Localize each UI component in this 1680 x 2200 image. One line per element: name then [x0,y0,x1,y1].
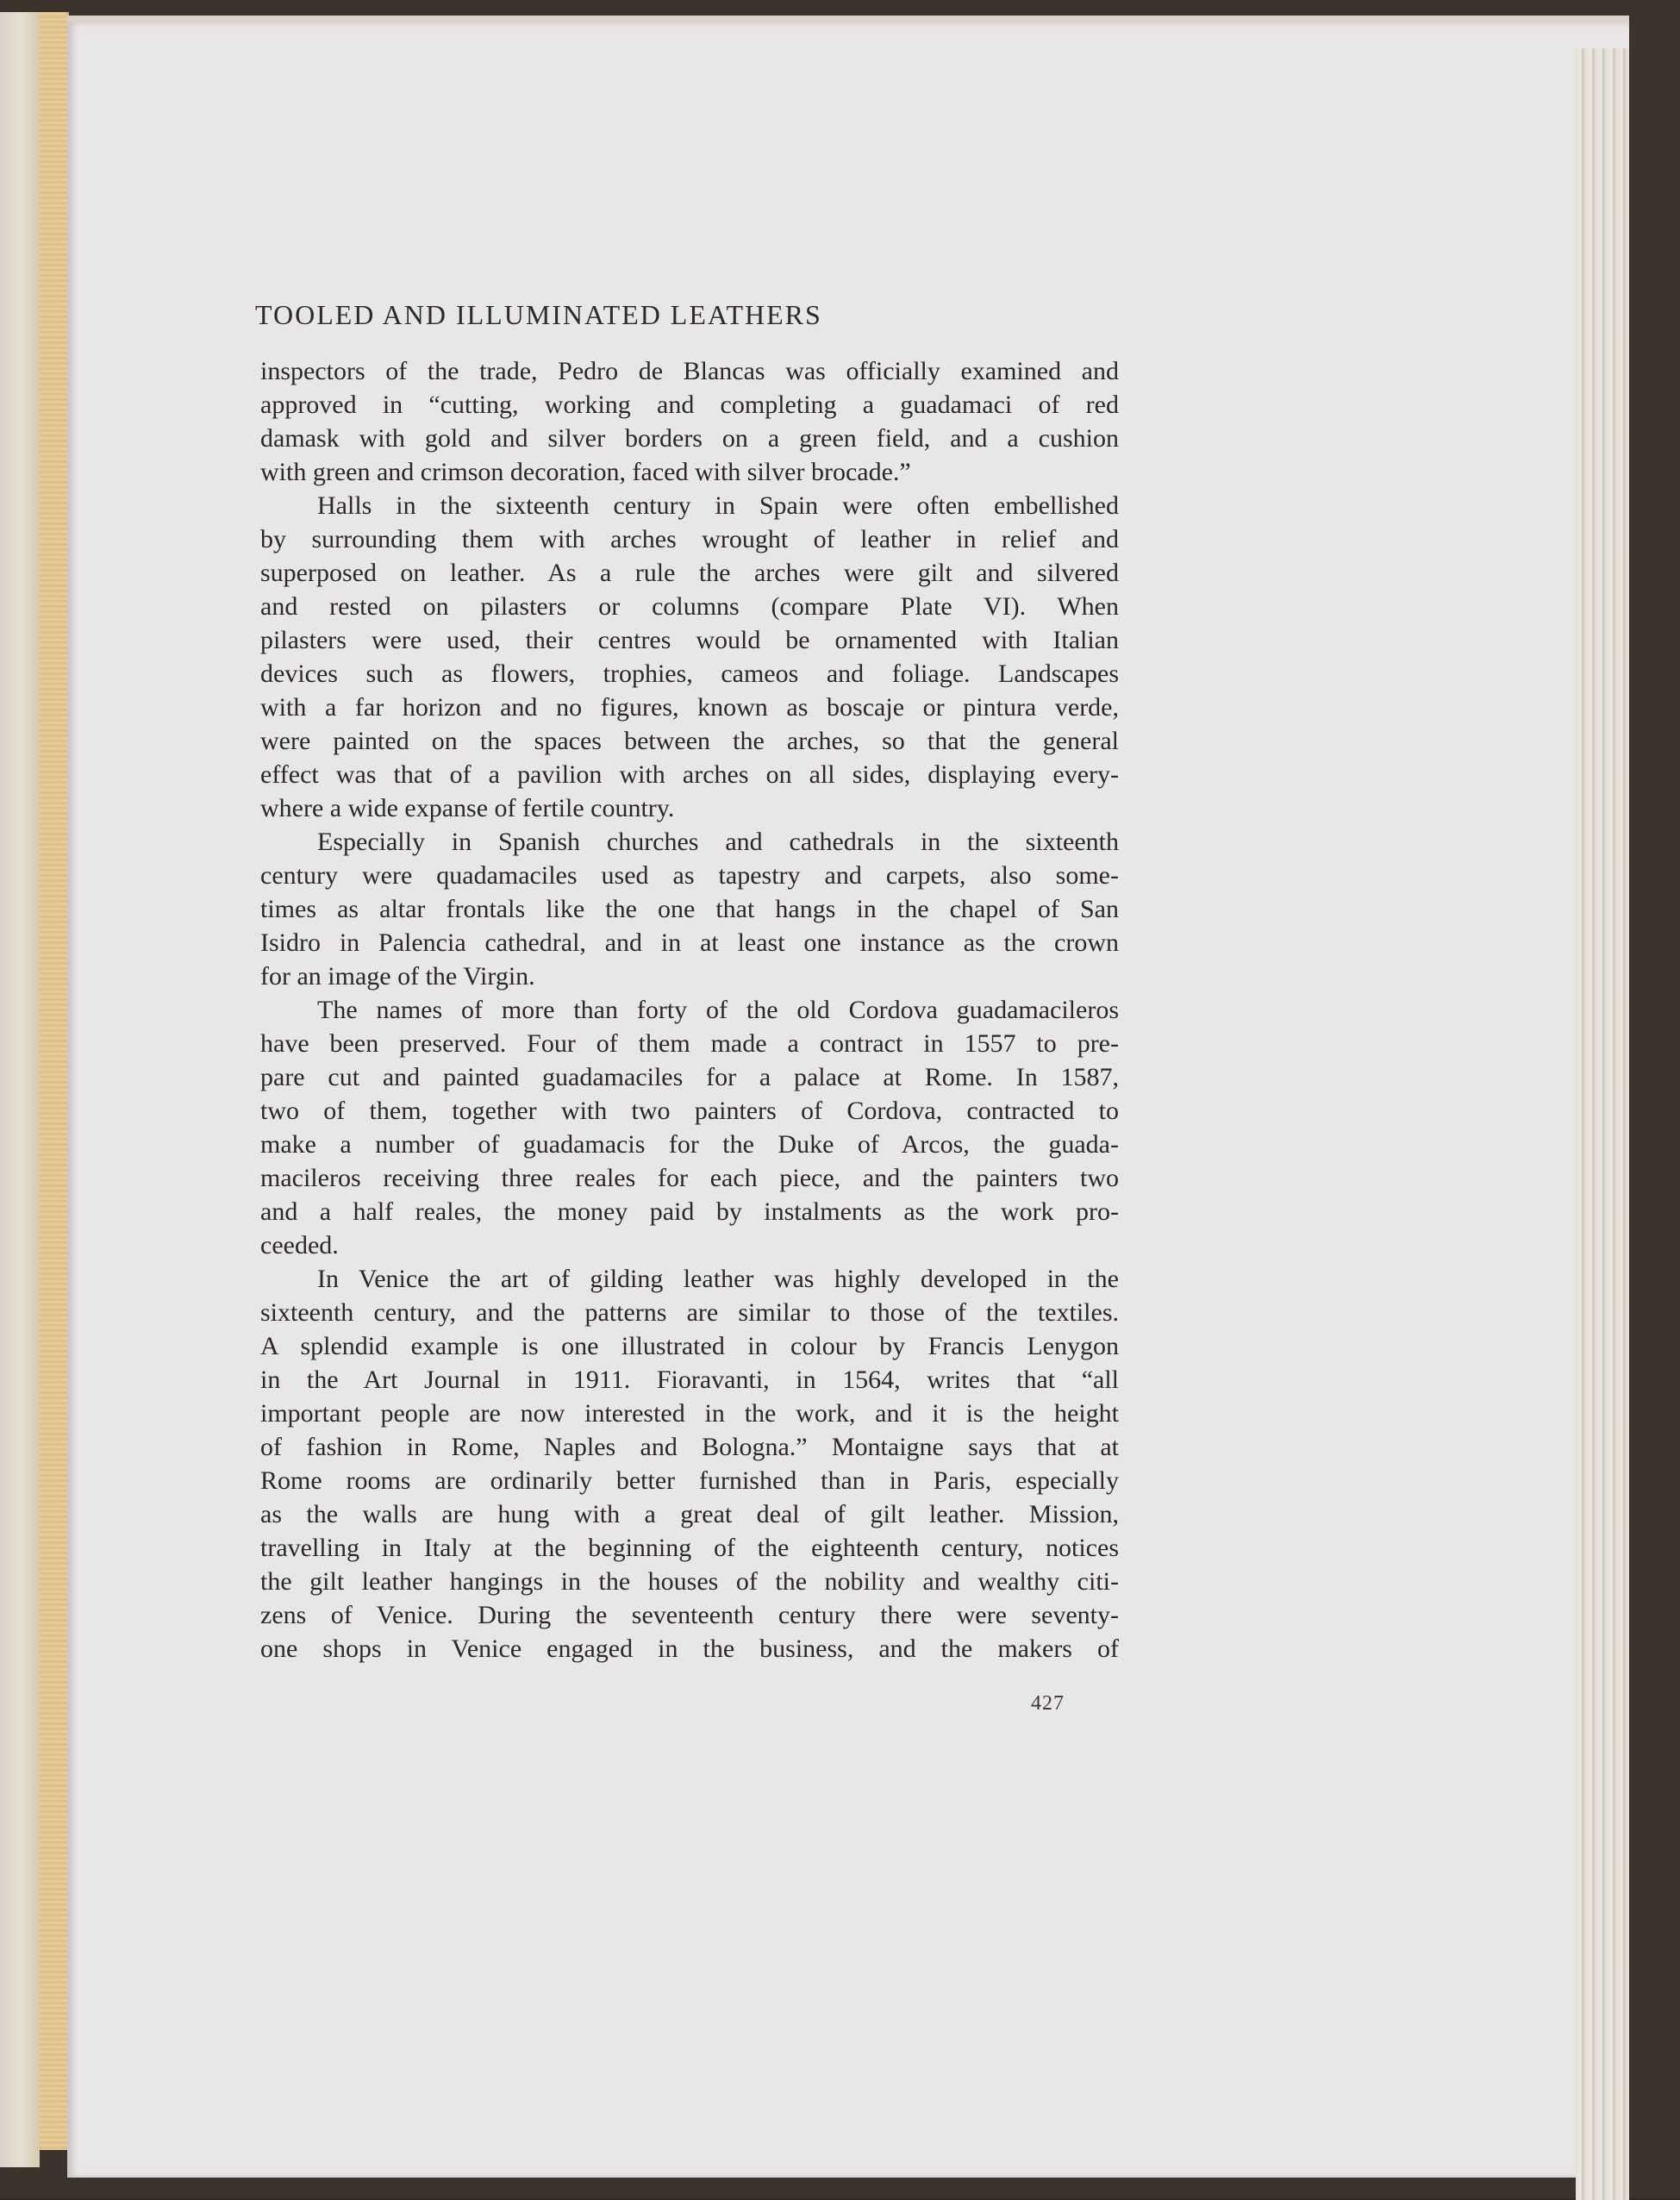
text-line: and a half reales, the money paid by instalments as the work pro- [260,1197,1119,1226]
text-line: century were quadamaciles used as tapestry and carpets, also some- [260,861,1119,890]
text-line: The names of more than forty of the old Cordova guadamacileros [317,996,1119,1024]
text-line: make a number of guadamacis for the Duke of Arcos, the guada- [260,1130,1119,1159]
text-line: A splendid example is one illustrated in colour by Francis Lenygon [260,1332,1119,1360]
text-line: ceeded. [260,1231,339,1259]
book-spine [40,12,69,2150]
text-line: pilasters were used, their centres would be ornamented with Italian [260,626,1119,654]
text-line: Halls in the sixteenth century in Spain were often embellished [317,491,1119,520]
text-line: In Venice the art of gilding leather was highly developed in the [317,1265,1119,1293]
text-line: damask with gold and silver borders on a green field, and a cushion [260,424,1119,453]
text-line: important people are now interested in the work, and it is the height [260,1399,1119,1428]
text-line: approved in “cutting, working and completing a guadamaci of red [260,391,1119,419]
text-line: of fashion in Rome, Naples and Bologna.” Montaigne says that at [260,1433,1119,1461]
text-line: in the Art Journal in 1911. Fioravanti, in 1564, writes that “all [260,1366,1119,1394]
body-text [260,354,1119,1666]
text-line: where a wide expanse of fertile country. [260,794,675,822]
text-line: and rested on pilasters or columns (compare Plate VI). When [260,592,1119,621]
text-line: were painted on the spaces between the arches, so that the general [260,727,1119,755]
text-line: devices such as flowers, trophies, cameos and foliage. Landscapes [260,659,1119,688]
text-line: zens of Venice. During the seventeenth century there were seventy- [260,1601,1119,1629]
text-line: times as altar frontals like the one that hangs in the chapel of San [260,895,1119,923]
text-line: sixteenth century, and the patterns are similar to those of the textiles. [260,1298,1119,1327]
running-head: TOOLED AND ILLUMINATED LEATHERS [255,299,822,330]
text-line: two of them, together with two painters of Cordova, contracted to [260,1097,1119,1125]
text-line: one shops in Venice engaged in the business, and the makers of [260,1634,1119,1663]
text-line: effect was that of a pavilion with arches on all sides, displaying every- [260,760,1119,789]
text-line: inspectors of the trade, Pedro de Blancas was officially examined and [260,357,1119,385]
text-line: Especially in Spanish churches and cathedrals in the sixteenth [317,828,1119,856]
text-line: Isidro in Palencia cathedral, and in at least one instance as the crown [260,928,1119,957]
page-number: 427 [1031,1692,1065,1715]
page-fore-edge [1576,48,1629,2200]
facing-page-edge [0,12,40,2167]
text-line: by surrounding them with arches wrought of leather in relief and [260,525,1119,553]
text-line: the gilt leather hangings in the houses of the nobility and wealthy citi- [260,1567,1119,1596]
text-line: have been preserved. Four of them made a contract in 1557 to pre- [260,1029,1119,1058]
text-line: pare cut and painted guadamaciles for a palace at Rome. In 1587, [260,1063,1119,1091]
text-line: travelling in Italy at the beginning of the eighteenth century, notices [260,1534,1119,1562]
text-line: for an image of the Virgin. [260,962,535,991]
text-line: as the walls are hung with a great deal of gilt leather. Mission, [260,1500,1119,1528]
text-line: with a far horizon and no figures, known as boscaje or pintura verde, [260,693,1119,722]
text-line: Rome rooms are ordinarily better furnished than in Paris, especially [260,1466,1119,1495]
text-line: superposed on leather. As a rule the arches were gilt and silvered [260,559,1119,587]
text-line: with green and crimson decoration, faced with silver brocade.” [260,458,911,486]
text-line: macileros receiving three reales for each piece, and the painters two [260,1164,1119,1192]
